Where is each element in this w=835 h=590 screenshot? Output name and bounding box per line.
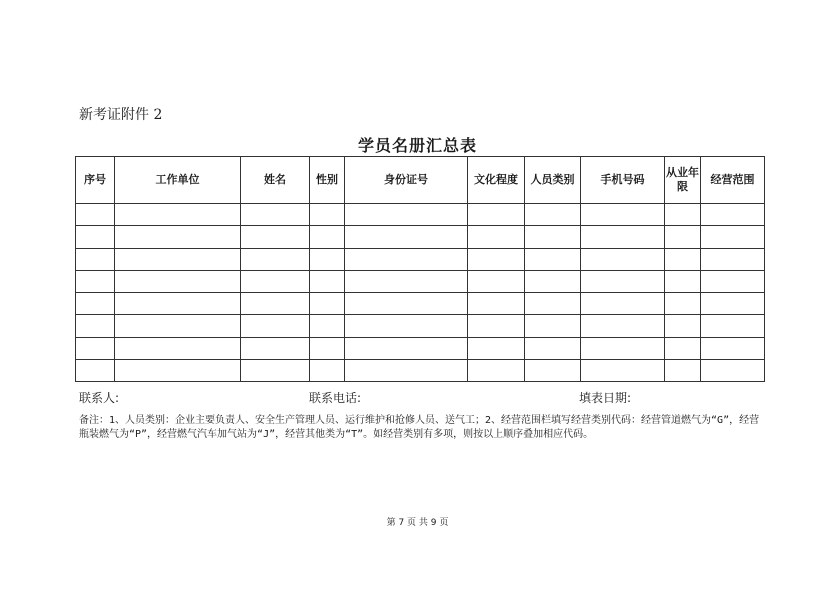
table-cell xyxy=(115,315,241,337)
table-cell xyxy=(701,248,765,270)
table-cell xyxy=(468,293,525,315)
remarks-note: 备注：1、人员类别：企业主要负责人、安全生产管理人员、运行维护和抢修人员、送气工；2、经营范围栏填写经营类别代码：经营管道燃气为“G”，经营瓶装燃气为“P”，经营燃气汽车加气站为“J”，经营其他类为“T”。如经营类别有多项，则按以上顺序叠加相应代码。 xyxy=(79,415,760,440)
table-cell xyxy=(241,337,310,359)
fill-date-label: 填表日期: xyxy=(579,391,632,405)
table-cell xyxy=(310,248,345,270)
table-cell xyxy=(525,248,581,270)
table-cell xyxy=(241,315,310,337)
table-cell xyxy=(115,204,241,226)
page-title: 学员名册汇总表 xyxy=(357,136,477,155)
table-cell xyxy=(345,293,468,315)
table-cell xyxy=(468,359,525,381)
table-cell xyxy=(581,359,665,381)
table-cell xyxy=(76,270,115,292)
table-cell xyxy=(581,315,665,337)
table-cell xyxy=(241,204,310,226)
table-cell xyxy=(345,359,468,381)
table-cell xyxy=(76,226,115,248)
table-cell xyxy=(468,226,525,248)
table-cell xyxy=(241,293,310,315)
table-cell xyxy=(701,226,765,248)
table-cell xyxy=(345,315,468,337)
table-cell xyxy=(345,270,468,292)
table-cell xyxy=(345,248,468,270)
table-cell xyxy=(581,270,665,292)
table-cell xyxy=(310,270,345,292)
table-cell xyxy=(345,204,468,226)
column-header: 身份证号 xyxy=(345,157,468,204)
column-header: 姓名 xyxy=(241,157,310,204)
table-cell xyxy=(241,270,310,292)
table-cell xyxy=(581,226,665,248)
table-row xyxy=(76,204,765,226)
table-cell xyxy=(701,204,765,226)
table-cell xyxy=(310,204,345,226)
column-header: 手机号码 xyxy=(581,157,665,204)
table-row xyxy=(76,226,765,248)
table-row xyxy=(76,315,765,337)
table-cell xyxy=(310,293,345,315)
table-cell xyxy=(581,293,665,315)
table-cell xyxy=(665,293,701,315)
table-cell xyxy=(665,359,701,381)
table-header-row xyxy=(76,157,765,204)
table-cell xyxy=(76,248,115,270)
table-cell xyxy=(115,293,241,315)
table-cell xyxy=(241,248,310,270)
column-header: 经营范围 xyxy=(701,157,765,204)
column-header: 性别 xyxy=(310,157,345,204)
table-cell xyxy=(701,270,765,292)
table-cell xyxy=(115,248,241,270)
table-cell xyxy=(241,226,310,248)
table-cell xyxy=(115,337,241,359)
table-cell xyxy=(665,226,701,248)
table-cell xyxy=(345,226,468,248)
column-header: 序号 xyxy=(76,157,115,204)
page-number: 第 7 页 共 9 页 xyxy=(386,518,449,528)
table-cell xyxy=(468,315,525,337)
table-cell xyxy=(468,248,525,270)
table-cell xyxy=(310,337,345,359)
table-cell xyxy=(525,337,581,359)
table-cell xyxy=(525,204,581,226)
table-cell xyxy=(115,270,241,292)
table-cell xyxy=(76,359,115,381)
table-cell xyxy=(665,337,701,359)
table-cell xyxy=(701,315,765,337)
table-cell xyxy=(468,337,525,359)
column-header: 从业年限 xyxy=(665,157,701,204)
table-cell xyxy=(525,315,581,337)
roster-table xyxy=(75,156,765,382)
table-cell xyxy=(76,337,115,359)
table-cell xyxy=(310,359,345,381)
table-cell xyxy=(310,315,345,337)
table-cell xyxy=(468,270,525,292)
table-cell xyxy=(241,359,310,381)
table-cell xyxy=(76,315,115,337)
table-cell xyxy=(665,315,701,337)
table-cell xyxy=(115,359,241,381)
table-cell xyxy=(665,270,701,292)
contact-phone-label: 联系电话: xyxy=(309,391,362,405)
contact-person-label: 联系人: xyxy=(79,391,120,405)
table-row xyxy=(76,270,765,292)
table-row xyxy=(76,293,765,315)
table-cell xyxy=(701,359,765,381)
table-cell xyxy=(115,226,241,248)
table-cell xyxy=(76,293,115,315)
table-cell xyxy=(581,248,665,270)
column-header: 工作单位 xyxy=(115,157,241,204)
table-cell xyxy=(468,204,525,226)
table-cell xyxy=(525,359,581,381)
column-header: 人员类别 xyxy=(525,157,581,204)
table-cell xyxy=(581,337,665,359)
table-row xyxy=(76,248,765,270)
table-cell xyxy=(345,337,468,359)
table-cell xyxy=(701,293,765,315)
table-row xyxy=(76,337,765,359)
table-cell xyxy=(701,337,765,359)
table-cell xyxy=(525,293,581,315)
table-cell xyxy=(665,204,701,226)
table-cell xyxy=(525,270,581,292)
table-cell xyxy=(665,248,701,270)
table-cell xyxy=(581,204,665,226)
table-row xyxy=(76,359,765,381)
table-cell xyxy=(525,226,581,248)
table-cell xyxy=(76,204,115,226)
column-header: 文化程度 xyxy=(468,157,525,204)
table-cell xyxy=(310,226,345,248)
attachment-label: 新考证附件 2 xyxy=(79,107,163,123)
